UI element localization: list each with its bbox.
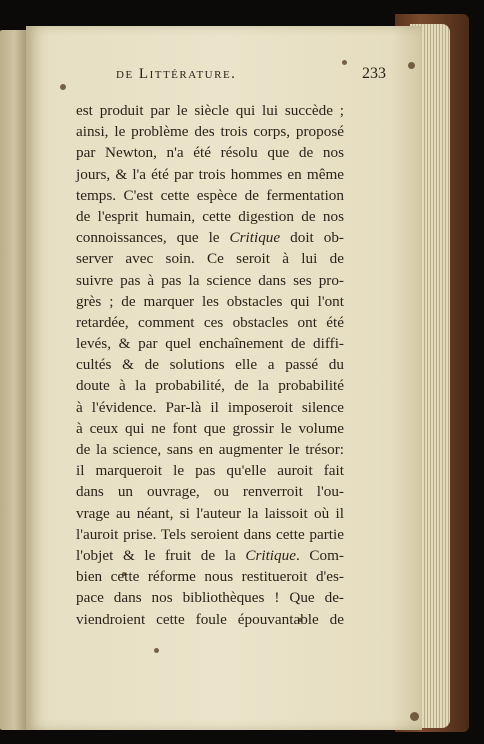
text-line: suivre pas à pas la science dans ses pro- [76, 271, 344, 289]
foxing-spot [408, 62, 415, 69]
text-line: il marqueroit le pas qu'elle auroit fait [76, 462, 344, 480]
text-line: grès ; de marquer les obstacles qui l'ont [76, 292, 344, 310]
text-line: temps. C'est cette espèce de fermentation [76, 186, 344, 204]
text-line: pace dans nos bibliothèques ! Que de- [76, 589, 344, 607]
text-line: l'objet & le fruit de la Critique. Com- [76, 546, 344, 564]
text-line: server avec soin. Ce seroit à lui de [76, 250, 344, 268]
foxing-spot [60, 84, 66, 90]
page-header [86, 64, 386, 90]
text-line: levés, & par quel enchaînement de diffi- [76, 335, 344, 353]
text-line: est produit par le siècle qui lui succède ; [76, 102, 344, 119]
page-number: 233 [362, 65, 386, 82]
text-line: à ceux qui ne font que grossir le volume [76, 419, 344, 437]
text-line: l'auroit prise. Tels seroient dans cette partie [76, 525, 344, 543]
text-line: de l'esprit humain, cette digestion de nos [76, 207, 344, 225]
text-line: vrage au néant, si l'auteur la laissoit où il [76, 504, 344, 522]
body-text [76, 100, 344, 630]
text-line: viendroient cette foule épouvantable de [76, 610, 344, 628]
italic-word: Critique [229, 229, 281, 247]
text-line: doute à la probabilité, de la probabilité [76, 377, 344, 395]
text-line: dans un ouvrage, ou renverroit l'ou- [76, 483, 344, 501]
text-line: de la science, sans en augmenter le trésor: [76, 441, 344, 458]
text-line: retardée, comment ces obstacles ont été [76, 313, 344, 331]
text-line: jours, & l'a été par trois hommes en même [76, 165, 344, 183]
foxing-spot [410, 712, 419, 721]
running-head: de Littérature. [116, 66, 237, 82]
text-line: connoissances, que le Critique doit ob- [76, 229, 344, 247]
italic-word: Critique [245, 546, 296, 564]
facing-page-edge [0, 30, 26, 730]
foxing-spot [154, 648, 159, 653]
text-line: par Newton, n'a été résolu que de nos [76, 144, 344, 162]
text-line: ainsi, le problème des trois corps, proposé [76, 123, 344, 141]
text-line: cultés & de solutions elle a passé du [76, 356, 344, 374]
text-line: à l'évidence. Par-là il imposeroit silence [76, 398, 344, 416]
text-line: bien cette réforme nous restitueroit d'es- [76, 568, 344, 586]
